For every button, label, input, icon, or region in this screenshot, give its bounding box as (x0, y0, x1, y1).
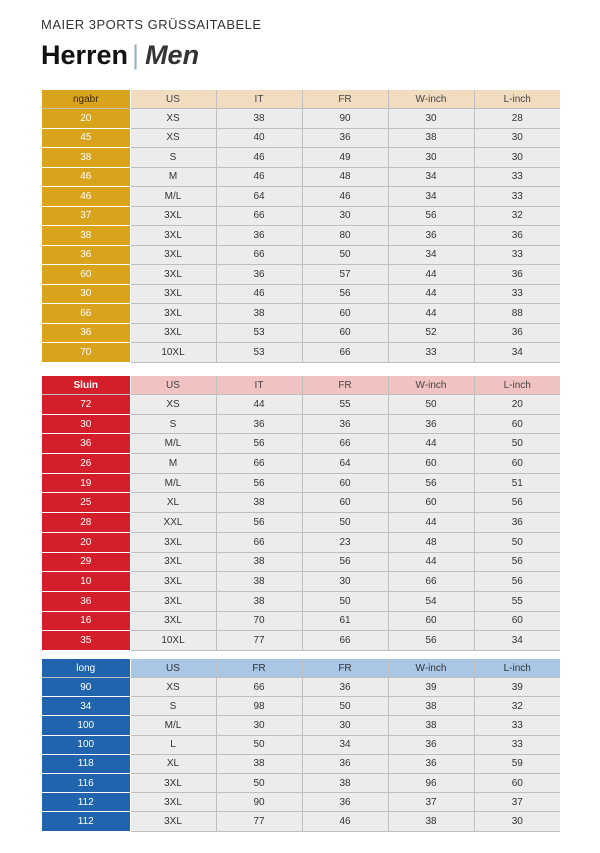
table-cell: 56 (302, 284, 388, 304)
column-header: W-inch (388, 90, 474, 109)
table-cell: 36 (388, 226, 474, 246)
table-row (42, 167, 560, 187)
table-cell: 38 (216, 493, 302, 513)
table-cell: 50 (388, 395, 474, 415)
table-cell: M/L (130, 716, 216, 735)
table-cell: 28 (474, 109, 560, 129)
table-cell: 56 (388, 206, 474, 226)
table-cell: XL (130, 754, 216, 773)
table-cell: 51 (474, 473, 560, 493)
table-cell: 34 (474, 343, 560, 363)
table-cell: 3XL (130, 206, 216, 226)
table-cell: 66 (388, 572, 474, 592)
table-row (42, 128, 560, 148)
table-cell: 38 (216, 572, 302, 592)
table-cell: 66 (216, 206, 302, 226)
table-cell: 66 (42, 304, 130, 324)
header-row (42, 659, 560, 678)
table-cell: 39 (474, 678, 560, 697)
table-row (42, 434, 560, 454)
table-cell: 38 (216, 552, 302, 572)
table-cell: 3XL (130, 284, 216, 304)
page-title (41, 40, 199, 71)
table-row (42, 343, 560, 363)
table-cell: 36 (42, 434, 130, 454)
table-cell: 36 (302, 678, 388, 697)
table-cell: 48 (302, 167, 388, 187)
column-header: FR (216, 659, 302, 678)
table-cell: 90 (302, 109, 388, 129)
table-cell: 38 (388, 697, 474, 716)
table-cell: 37 (474, 793, 560, 812)
column-header: L-inch (474, 90, 560, 109)
table-cell: 38 (42, 148, 130, 168)
table-cell: 56 (474, 572, 560, 592)
table-cell: 40 (216, 128, 302, 148)
table-row (42, 697, 560, 716)
table-cell: 70 (42, 343, 130, 363)
table-cell: 34 (42, 697, 130, 716)
table-row (42, 591, 560, 611)
table-cell: 16 (42, 611, 130, 631)
table-cell: 66 (302, 631, 388, 651)
table-cell: 34 (388, 167, 474, 187)
table-cell: 30 (388, 109, 474, 129)
size-table-yellow (42, 90, 560, 363)
table-row (42, 245, 560, 265)
table-row (42, 323, 560, 343)
table-cell: 33 (388, 343, 474, 363)
table-cell: 112 (42, 793, 130, 812)
table-cell: 60 (474, 611, 560, 631)
table-cell: 100 (42, 735, 130, 754)
table-cell: 98 (216, 697, 302, 716)
table-row (42, 187, 560, 207)
table-cell: 33 (474, 716, 560, 735)
table-cell: 33 (474, 187, 560, 207)
table-cell: 53 (216, 343, 302, 363)
table-cell: 26 (42, 454, 130, 474)
table-cell: 36 (216, 265, 302, 285)
table-cell: 36 (474, 226, 560, 246)
table-cell: 50 (302, 697, 388, 716)
column-header: IT (216, 90, 302, 109)
table-cell: 30 (474, 812, 560, 831)
table-cell: 56 (388, 631, 474, 651)
column-header: long (42, 659, 130, 678)
table-cell: 46 (216, 167, 302, 187)
table-cell: 90 (42, 678, 130, 697)
table-cell: M/L (130, 473, 216, 493)
table-cell: 46 (216, 148, 302, 168)
table-cell: XS (130, 395, 216, 415)
table-row (42, 454, 560, 474)
table-row (42, 148, 560, 168)
table-cell: 66 (216, 245, 302, 265)
table-cell: 56 (216, 513, 302, 533)
column-header: L-inch (474, 659, 560, 678)
table-cell: M (130, 454, 216, 474)
table-cell: 66 (302, 434, 388, 454)
table-cell: 60 (302, 473, 388, 493)
table-cell: 44 (388, 552, 474, 572)
table-cell: 38 (42, 226, 130, 246)
brand-line: MAIER 3PORTS GRÜSSAITABELE (41, 17, 262, 32)
table-cell: 44 (388, 265, 474, 285)
table-cell: 60 (302, 304, 388, 324)
column-header: IT (216, 376, 302, 395)
header-row (42, 90, 560, 109)
table-cell: 3XL (130, 304, 216, 324)
table-cell: 56 (302, 552, 388, 572)
table-cell: S (130, 697, 216, 716)
table-row (42, 735, 560, 754)
column-header: US (130, 90, 216, 109)
table-cell: 50 (216, 735, 302, 754)
table-cell: 20 (474, 395, 560, 415)
table-cell: 3XL (130, 773, 216, 792)
table-row (42, 812, 560, 831)
table-cell: 33 (474, 735, 560, 754)
table-cell: 60 (302, 493, 388, 513)
table-cell: M/L (130, 434, 216, 454)
table-cell: 45 (42, 128, 130, 148)
table-cell: 30 (42, 284, 130, 304)
table-row (42, 265, 560, 285)
table-cell: 56 (216, 473, 302, 493)
table-cell: 56 (474, 552, 560, 572)
table-cell: 10XL (130, 631, 216, 651)
table-cell: 36 (42, 245, 130, 265)
table-cell: 38 (216, 591, 302, 611)
table-cell: 34 (474, 631, 560, 651)
column-header: ngabr (42, 90, 130, 109)
table-row (42, 284, 560, 304)
table-cell: 3XL (130, 611, 216, 631)
table-cell: 20 (42, 532, 130, 552)
size-table-blue (42, 659, 560, 832)
table-row (42, 532, 560, 552)
table-cell: 46 (302, 812, 388, 831)
table-cell: 80 (302, 226, 388, 246)
table-cell: S (130, 414, 216, 434)
table-cell: 36 (302, 128, 388, 148)
table-cell: S (130, 148, 216, 168)
table-row (42, 473, 560, 493)
table-row (42, 754, 560, 773)
table-cell: 33 (474, 167, 560, 187)
table-cell: 30 (302, 716, 388, 735)
table-cell: 36 (302, 414, 388, 434)
table-cell: 90 (216, 793, 302, 812)
table-cell: 77 (216, 631, 302, 651)
table-row (42, 206, 560, 226)
table-cell: 34 (302, 735, 388, 754)
table-cell: 59 (474, 754, 560, 773)
table-cell: 70 (216, 611, 302, 631)
table-cell: 116 (42, 773, 130, 792)
table-cell: 44 (216, 395, 302, 415)
table-cell: 30 (302, 572, 388, 592)
table-cell: 30 (302, 206, 388, 226)
table-cell: 61 (302, 611, 388, 631)
table-cell: 60 (388, 493, 474, 513)
table-cell: 19 (42, 473, 130, 493)
table-cell: 29 (42, 552, 130, 572)
column-header: US (130, 376, 216, 395)
table-cell: 3XL (130, 812, 216, 831)
table-cell: 38 (216, 304, 302, 324)
table-cell: 38 (388, 812, 474, 831)
table-row (42, 513, 560, 533)
table-cell: 10 (42, 572, 130, 592)
table-cell: 50 (302, 513, 388, 533)
table-row (42, 395, 560, 415)
table-cell: 66 (216, 454, 302, 474)
table-cell: 38 (216, 754, 302, 773)
table-cell: 77 (216, 812, 302, 831)
table-row (42, 304, 560, 324)
table-cell: 60 (302, 323, 388, 343)
table-cell: 46 (42, 167, 130, 187)
table-cell: XXL (130, 513, 216, 533)
table-cell: 30 (42, 414, 130, 434)
table-cell: 3XL (130, 532, 216, 552)
table-cell: 39 (388, 678, 474, 697)
column-header: FR (302, 659, 388, 678)
table-cell: 50 (302, 245, 388, 265)
table-cell: 38 (388, 716, 474, 735)
table-cell: 30 (388, 148, 474, 168)
table-cell: M (130, 167, 216, 187)
table-cell: 60 (388, 454, 474, 474)
table-cell: 50 (474, 434, 560, 454)
table-cell: 33 (474, 245, 560, 265)
table-cell: 38 (388, 128, 474, 148)
table-cell: 37 (42, 206, 130, 226)
table-cell: 36 (474, 265, 560, 285)
table-cell: 50 (474, 532, 560, 552)
table-cell: 60 (474, 454, 560, 474)
table-cell: 96 (388, 773, 474, 792)
table-cell: 55 (474, 591, 560, 611)
table-cell: 112 (42, 812, 130, 831)
table-cell: 50 (216, 773, 302, 792)
table-cell: 56 (388, 473, 474, 493)
table-cell: 37 (388, 793, 474, 812)
table-row (42, 793, 560, 812)
table-cell: 3XL (130, 265, 216, 285)
table-row (42, 631, 560, 651)
table-cell: 36 (302, 793, 388, 812)
table-cell: 32 (474, 206, 560, 226)
table-cell: 3XL (130, 226, 216, 246)
table-cell: 60 (474, 773, 560, 792)
table-cell: 38 (302, 773, 388, 792)
table-row (42, 678, 560, 697)
table-cell: 44 (388, 434, 474, 454)
table-cell: 3XL (130, 793, 216, 812)
table-cell: 118 (42, 754, 130, 773)
table-cell: XS (130, 109, 216, 129)
table-row (42, 716, 560, 735)
table-cell: 3XL (130, 591, 216, 611)
table-cell: 36 (42, 591, 130, 611)
column-header: Sluin (42, 376, 130, 395)
table-cell: M/L (130, 187, 216, 207)
table-row (42, 414, 560, 434)
table-row (42, 552, 560, 572)
table-cell: 54 (388, 591, 474, 611)
title-en: Men (145, 40, 200, 70)
table-cell: 38 (216, 109, 302, 129)
table-cell: 49 (302, 148, 388, 168)
column-header: W-inch (388, 376, 474, 395)
table-cell: 25 (42, 493, 130, 513)
table-cell: 36 (388, 735, 474, 754)
table-cell: 34 (388, 187, 474, 207)
table-cell: 36 (216, 226, 302, 246)
table-cell: 46 (42, 187, 130, 207)
title-de: Herren (41, 40, 129, 70)
table-row (42, 611, 560, 631)
table-cell: 52 (388, 323, 474, 343)
table-row (42, 572, 560, 592)
table-cell: 34 (388, 245, 474, 265)
table-cell: 46 (216, 284, 302, 304)
table-cell: 66 (216, 678, 302, 697)
table-cell: 35 (42, 631, 130, 651)
table-cell: 30 (474, 148, 560, 168)
table-cell: 3XL (130, 552, 216, 572)
table-cell: 44 (388, 284, 474, 304)
table-cell: 88 (474, 304, 560, 324)
column-header: W-inch (388, 659, 474, 678)
header-row (42, 376, 560, 395)
table-cell: 36 (42, 323, 130, 343)
table-cell: 46 (302, 187, 388, 207)
table-cell: 44 (388, 513, 474, 533)
table-cell: 60 (42, 265, 130, 285)
table-cell: XS (130, 678, 216, 697)
table-cell: 53 (216, 323, 302, 343)
table-cell: 23 (302, 532, 388, 552)
table-cell: 56 (216, 434, 302, 454)
table-row (42, 773, 560, 792)
table-cell: 3XL (130, 323, 216, 343)
table-cell: 30 (216, 716, 302, 735)
table-cell: 36 (216, 414, 302, 434)
column-header: FR (302, 376, 388, 395)
table-row (42, 109, 560, 129)
table-row (42, 493, 560, 513)
table-cell: 55 (302, 395, 388, 415)
column-header: US (130, 659, 216, 678)
table-cell: 28 (42, 513, 130, 533)
table-cell: 48 (388, 532, 474, 552)
table-cell: 50 (302, 591, 388, 611)
table-cell: 3XL (130, 245, 216, 265)
table-cell: 36 (474, 513, 560, 533)
table-cell: 30 (474, 128, 560, 148)
table-cell: 72 (42, 395, 130, 415)
table-cell: 3XL (130, 572, 216, 592)
table-cell: 66 (302, 343, 388, 363)
table-cell: 57 (302, 265, 388, 285)
table-cell: 10XL (130, 343, 216, 363)
table-cell: XS (130, 128, 216, 148)
table-cell: 33 (474, 284, 560, 304)
table-cell: L (130, 735, 216, 754)
table-cell: 36 (474, 323, 560, 343)
table-cell: 36 (388, 414, 474, 434)
table-cell: 64 (216, 187, 302, 207)
table-cell: 60 (474, 414, 560, 434)
table-cell: 56 (474, 493, 560, 513)
title-separator: | (132, 40, 140, 70)
table-cell: 32 (474, 697, 560, 716)
table-cell: 36 (388, 754, 474, 773)
table-cell: XL (130, 493, 216, 513)
table-cell: 36 (302, 754, 388, 773)
column-header: L-inch (474, 376, 560, 395)
table-cell: 64 (302, 454, 388, 474)
table-cell: 100 (42, 716, 130, 735)
size-table-red (42, 376, 560, 651)
table-cell: 60 (388, 611, 474, 631)
table-cell: 44 (388, 304, 474, 324)
column-header: FR (302, 90, 388, 109)
table-cell: 66 (216, 532, 302, 552)
table-cell: 20 (42, 109, 130, 129)
table-row (42, 226, 560, 246)
